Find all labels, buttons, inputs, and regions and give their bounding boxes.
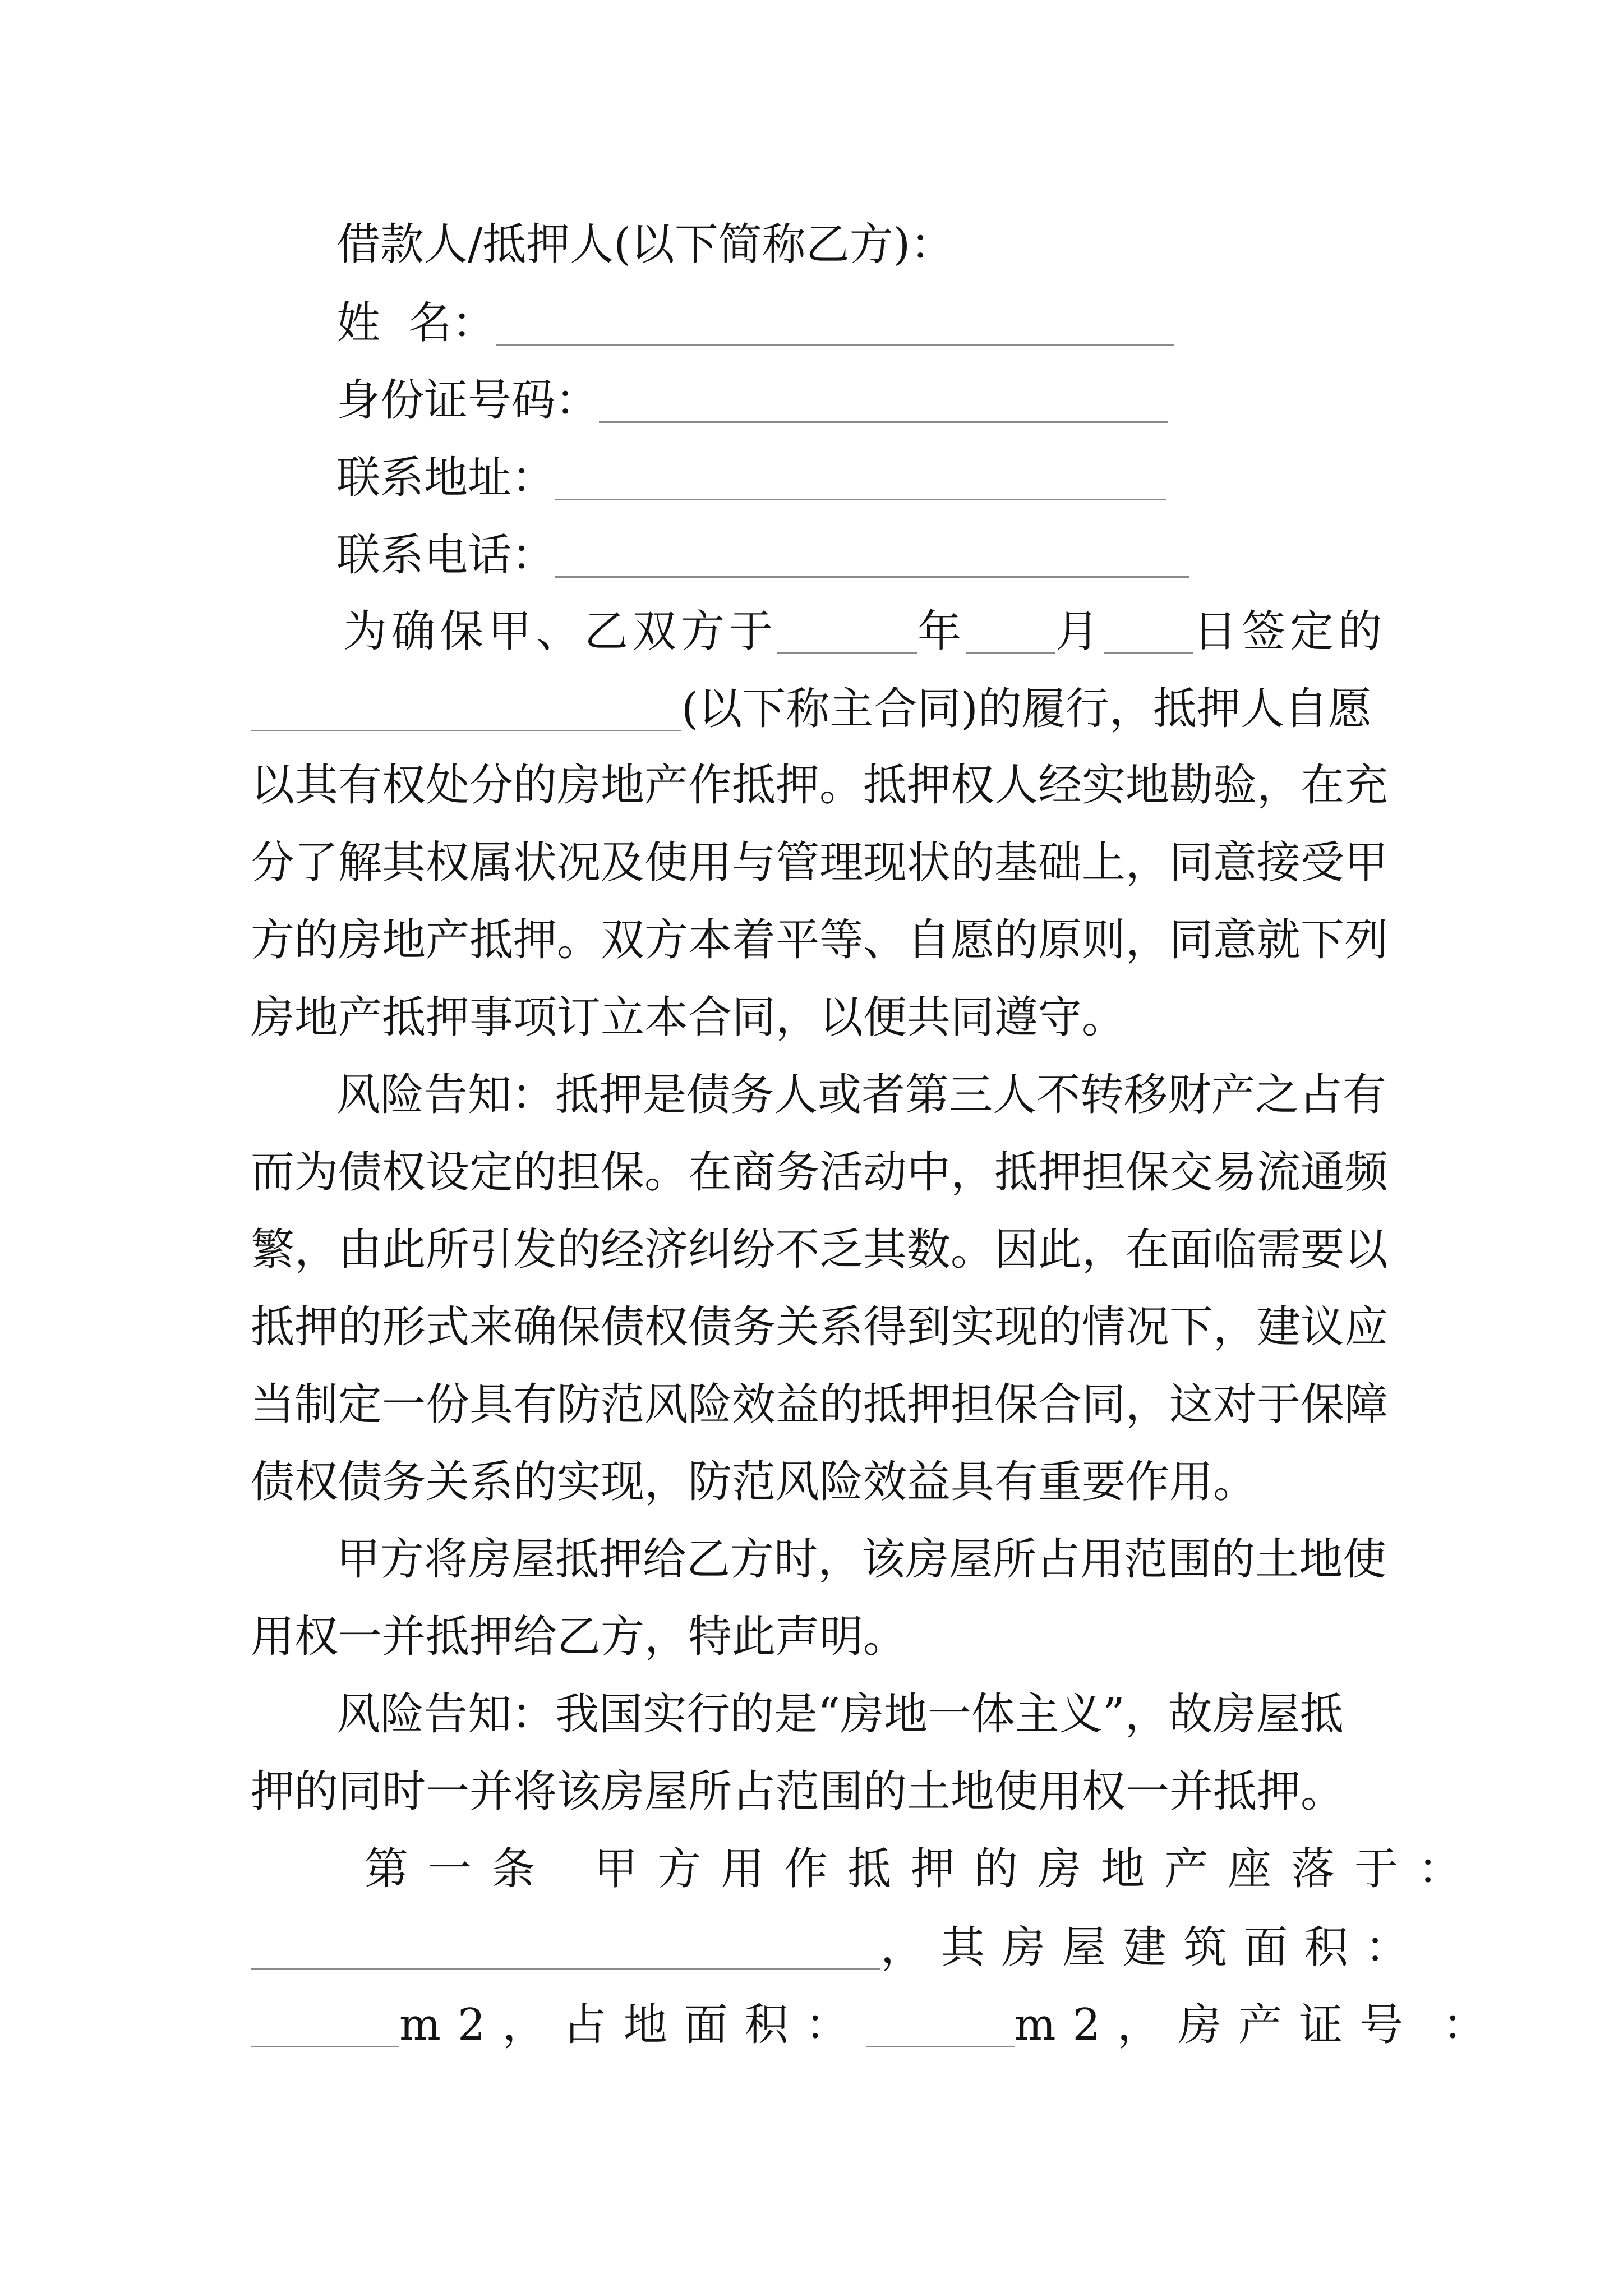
intro-text-a: 为确保甲、乙双方于 [343,606,778,657]
id-blank [599,378,1168,423]
risk1-line-1: 风险告知：抵押是债务人或者第三人不转移财产之占有 [336,1070,1387,1120]
name-field-row [336,297,1174,348]
phone-blank [555,532,1189,578]
declaration-line-2: 用权一并抵押给乙方，特此声明。 [251,1612,907,1662]
phone-label: 联系电话： [336,530,556,581]
day-blank [1104,609,1193,654]
month-blank [966,609,1055,654]
article1-text-e: ： [1442,1999,1504,2050]
risk1-line-4: 抵押的形式来确保债权债务关系得到实现的情况下，建议应 [251,1302,1389,1352]
article1-line-2 [251,1922,1426,1973]
land-area-blank [866,2002,1015,2047]
article1-text-b: ，其房屋建筑面积： [880,1922,1426,1973]
address-field-row [336,452,1166,503]
risk2-line-1: 风险告知：我国实行的是“房地一体主义”，故房屋抵 [336,1689,1344,1740]
name-label: 姓 名： [336,297,496,348]
article1-number: 第一条 [365,1844,555,1894]
risk1-line-2: 而为债权设定的担保。在商务活动中，抵押担保交易流通频 [251,1147,1389,1198]
risk1-line-6: 债权债务关系的实现，防范风险效益具有重要作用。 [251,1457,1257,1507]
article1-text-c: m2，占地面积： [399,1999,866,2050]
intro-text-year: 年 [917,606,966,657]
building-area-blank [251,2002,399,2047]
location-blank [251,1925,880,1970]
article1-text-a: 甲方用作抵押的房地产座落于： [594,1844,1482,1894]
year-blank [777,609,917,654]
name-blank [496,300,1174,346]
intro-text-day: 日签定的 [1193,606,1387,657]
intro-line-1 [343,606,1387,657]
id-field-row [336,375,1168,426]
intro-line-2 [251,683,1372,734]
phone-field-row [336,530,1189,581]
intro-line-4: 分了解其权属状况及使用与管理现状的基础上，同意接受甲 [251,838,1389,888]
borrower-heading: 借款人/抵押人(以下简称乙方)： [336,219,955,270]
risk1-line-5: 当制定一份具有防范风险效益的抵押担保合同，这对于保障 [251,1379,1389,1430]
article1-text-d: m2，房产证号 [1014,1999,1421,2050]
id-label: 身份证号码： [336,375,600,426]
intro-text-2: (以下称主合同)的履行，抵押人自愿 [681,683,1372,734]
article1-line-3 [251,1999,1504,2050]
contract-name-blank [251,686,681,731]
article1-line-1 [365,1844,1482,1894]
address-blank [555,455,1166,500]
address-label: 联系地址： [336,452,556,503]
intro-text-month: 月 [1055,606,1104,657]
risk2-line-2: 押的同时一并将该房屋所占范围的土地使用权一并抵押。 [251,1766,1345,1817]
intro-line-5: 方的房地产抵押。双方本着平等、自愿的原则，同意就下列 [251,915,1389,965]
intro-line-3: 以其有权处分的房地产作抵押。抵押权人经实地勘验，在充 [251,760,1389,811]
declaration-line-1: 甲方将房屋抵押给乙方时，该房屋所占用范围的土地使 [336,1534,1387,1585]
risk1-line-3: 繁，由此所引发的经济纠纷不乏其数。因此，在面临需要以 [251,1225,1389,1275]
intro-line-6: 房地产抵押事项订立本合同，以便共同遵守。 [251,992,1126,1043]
